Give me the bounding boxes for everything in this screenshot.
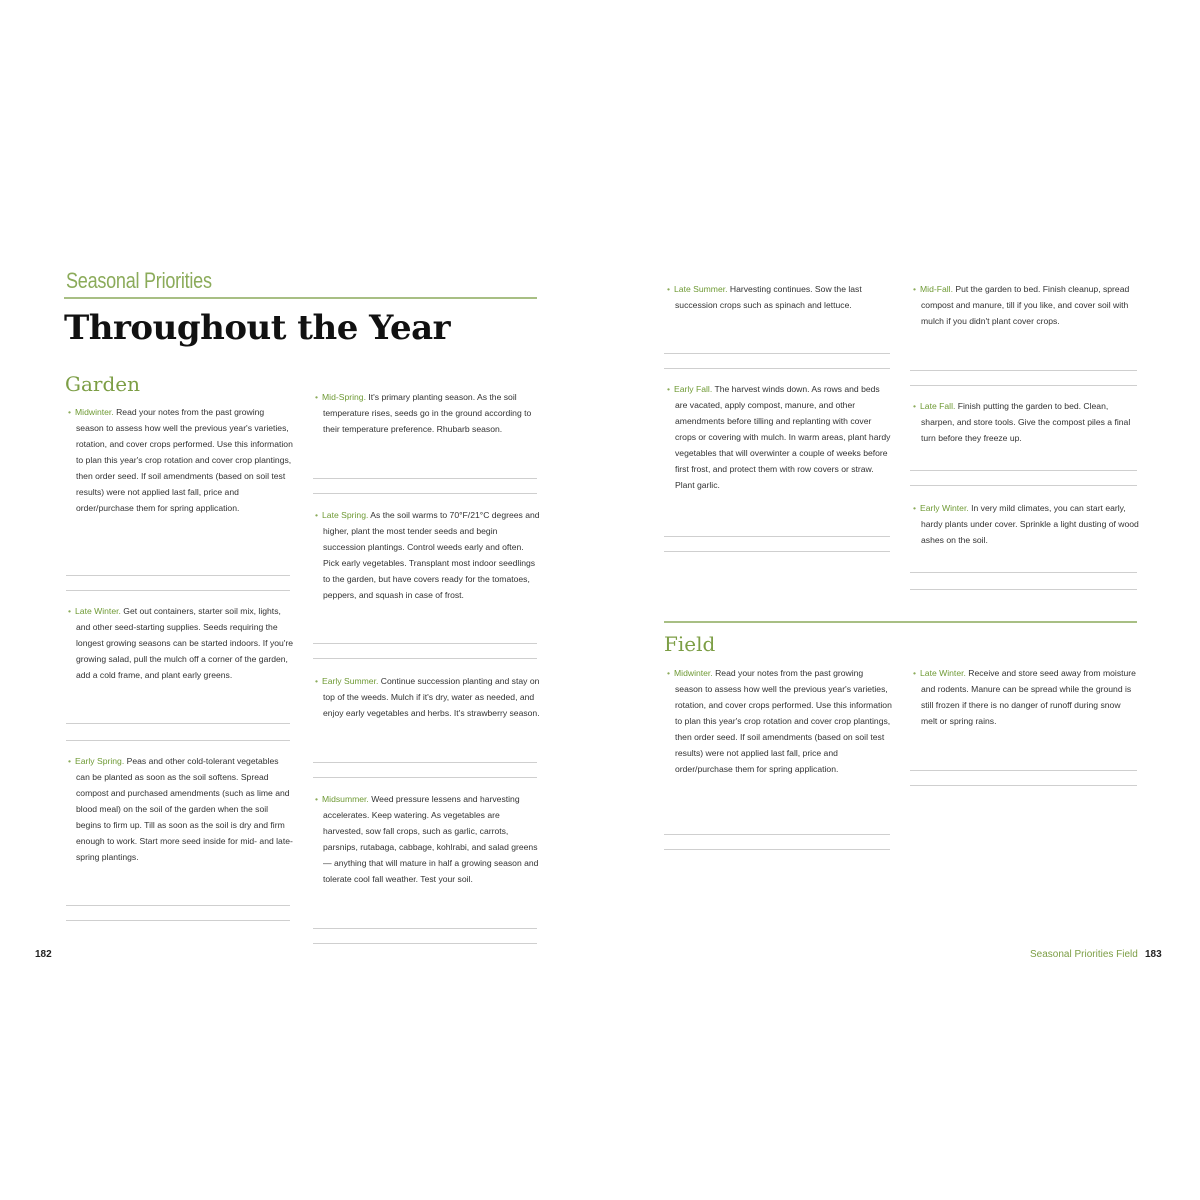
entry-late-spring: • Late Spring. As the soil warms to 70°F/21°C degrees and higher, plant the most tender seeds and begin succession plantings. Control weeds early and often. Pick early vegetables. Transplant most indoor seedlings to the garden, but have covers ready for the tomatoes, peppers, and squash in case of frost. (315, 510, 540, 600)
divider (664, 849, 890, 850)
divider (313, 943, 537, 944)
entry-early-fall: • Early Fall. The harvest winds down. As rows and beds are vacated, apply compost, manure, and other amendments before tilling and replanting with cover crops or covering with mulch. In warm areas, plant hardy vegetables that will overwinter a couple of weeks before first frost, and protect them with row covers or straw. Plant garlic. (667, 384, 891, 490)
entry-mid-spring: • Mid-Spring. It's primary planting season. As the soil temperature rises, seeds go in the ground according to their temperature preference. Rhubarb season. (315, 392, 532, 434)
divider (664, 551, 890, 552)
divider (66, 575, 290, 576)
entry-field-midwinter: • Midwinter. Read your notes from the past growing season to assess how well the previous year's varieties, rotation, and cover crops performed. Use this information to plan this year's crop rotation and cover crop plantings, then order seed. If soil amendments (based on soil test results) were not applied last fall, price and order/purchase them for spring application. (667, 668, 892, 774)
divider (313, 478, 537, 479)
divider (664, 353, 890, 354)
divider (66, 920, 290, 921)
entry-field-late-winter: • Late Winter. Receive and store seed away from moisture and rodents. Manure can be spread while the ground is still frozen if there is no danger of runoff during snow melt or spring rains. (913, 668, 1136, 726)
running-head: Seasonal Priorities Field (1030, 949, 1138, 960)
page-number-right: 183 (1145, 949, 1162, 960)
entry-late-fall: • Late Fall. Finish putting the garden to bed. Clean, sharpen, and store tools. Give the compost piles a final turn before they freeze up. (913, 401, 1131, 443)
divider (313, 928, 537, 929)
divider (910, 385, 1137, 386)
entry-mid-fall: • Mid-Fall. Put the garden to bed. Finish cleanup, spread compost and manure, till if you like, and cover soil with mulch if you didn't plant cover crops. (913, 284, 1130, 326)
divider (910, 485, 1137, 486)
section-garden: Garden (65, 372, 140, 396)
entry-late-summer: • Late Summer. Harvesting continues. Sow the last succession crops such as spinach and lettuce. (667, 284, 862, 310)
kicker: Seasonal Priorities (66, 268, 212, 293)
divider (910, 589, 1137, 590)
divider (910, 785, 1137, 786)
divider (910, 770, 1137, 771)
divider (910, 572, 1137, 573)
divider (66, 740, 290, 741)
divider (66, 905, 290, 906)
entry-midwinter: • Midwinter. Read your notes from the past growing season to assess how well the previous year's varieties, rotation, and cover crops performed. Use this information to plan this year's crop rotation and cover crop plantings, then order seed. If soil amendments (based on soil test results) were not applied last fall, price and order/purchase them for spring application. (68, 407, 293, 513)
divider (66, 590, 290, 591)
divider (66, 723, 290, 724)
entry-early-summer: • Early Summer. Continue succession planting and stay on top of the weeds. Mulch if it's dry, water as needed, and enjoy early vegetables and herbs. It's strawberry season. (315, 676, 540, 718)
entry-early-winter: • Early Winter. In very mild climates, you can start early, hardy plants under cover. Sprinkle a light dusting of wood ashes on the soil. (913, 503, 1139, 545)
divider (664, 536, 890, 537)
entry-early-spring: • Early Spring. Peas and other cold-tolerant vegetables can be planted as soon as the soil softens. Spread compost and purchased amendments (such as lime and blood meal) on the soil of the garden when the soil begins to firm up. Till as soon as the soil is dry and firm enough to work. Start more seed inside for mid- and late-spring plantings. (68, 756, 293, 862)
entry-late-winter: • Late Winter. Get out containers, starter soil mix, lights, and other seed-starting supplies. Seeds requiring the longest growing seasons can be started indoors. If you're growing salad, pull the mulch off a corner of the garden, add a cold frame, and plant early greens. (68, 606, 294, 680)
kicker-rule (64, 297, 537, 299)
divider (664, 368, 890, 369)
section-field: Field (664, 632, 716, 656)
divider (313, 643, 537, 644)
entry-midsummer: • Midsummer. Weed pressure lessens and harvesting accelerates. Keep watering. As vegetables are harvested, sow fall crops, such as garlic, carrots, parsnips, rutabaga, cabbage, kohlrabi, and salad greens — anything that will mature in half a growing season and tolerate cool fall weather. Test your soil. (315, 794, 539, 884)
page-title: Throughout the Year (64, 308, 451, 348)
divider (313, 658, 537, 659)
page-number-left: 182 (35, 949, 52, 960)
divider (313, 493, 537, 494)
divider (313, 777, 537, 778)
divider (313, 762, 537, 763)
divider (664, 834, 890, 835)
divider (910, 370, 1137, 371)
field-rule (664, 621, 1137, 623)
divider (910, 470, 1137, 471)
